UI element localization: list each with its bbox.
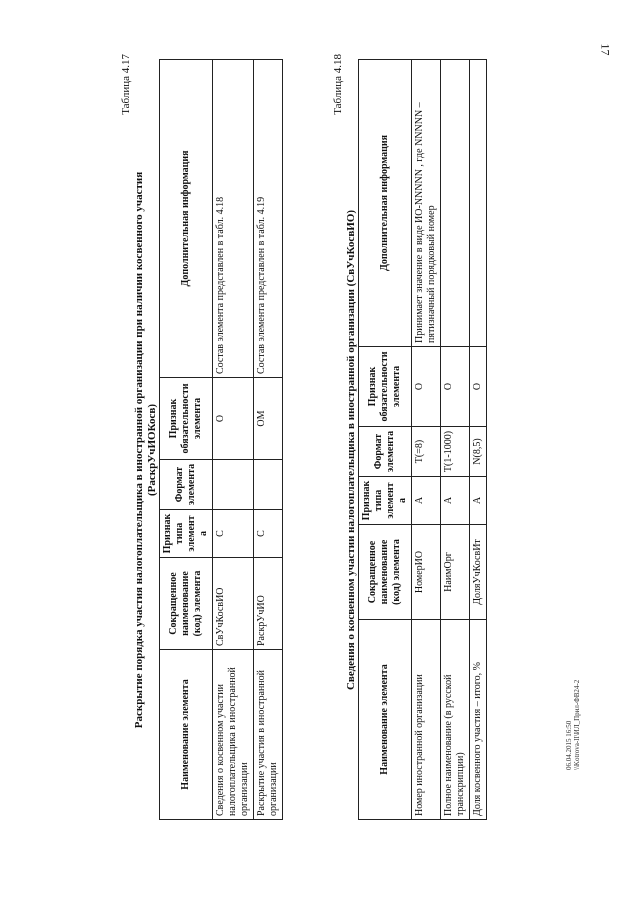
table-4-17-subtitle: (РаскрУчИОКосв) xyxy=(146,403,158,497)
table-cell: СвУчКосвИО xyxy=(213,558,254,650)
header-cell: Признак обязательности элемента xyxy=(359,347,412,427)
footer-note xyxy=(565,630,581,770)
table-cell: Т(=8) xyxy=(412,427,441,477)
table-cell xyxy=(254,460,283,510)
table-4-17-label: Таблица 4.17 xyxy=(120,54,132,115)
table-row xyxy=(412,60,441,820)
header-cell: Дополнительная информация xyxy=(160,60,213,378)
header-cell: Формат элемента xyxy=(160,460,213,510)
table-cell: А xyxy=(412,477,441,525)
table-header-row xyxy=(359,60,412,820)
table-cell: О xyxy=(470,347,487,427)
table-row xyxy=(254,60,283,820)
table-cell: НаимОрг xyxy=(441,525,470,620)
table-cell: А xyxy=(470,477,487,525)
table-cell: Сведения о косвенном участии налогоплательщика в иностранной организации xyxy=(213,650,254,820)
rotated-document xyxy=(120,50,540,850)
table-cell: О xyxy=(213,378,254,460)
table-4-18-title: Сведения о косвенном участии налогоплательщика в иностранной организации (СвУчКосвИО) xyxy=(345,209,357,691)
table-header-row xyxy=(160,60,213,820)
header-cell: Сокращенное наименование (код) элемента xyxy=(160,558,213,650)
header-cell: Формат элемента xyxy=(359,427,412,477)
table-cell: Состав элемента представлен в табл. 4.19 xyxy=(254,60,283,378)
table-cell xyxy=(470,60,487,347)
table-cell: N(8,5) xyxy=(470,427,487,477)
table-4-17-block xyxy=(120,50,283,850)
table-cell: ДоляУчКосвИт xyxy=(470,525,487,620)
header-cell: Наименование элемента xyxy=(160,650,213,820)
footer-path: \\Kotrova-II\ИЛ_Прил-ФВ24-2 xyxy=(573,679,581,770)
table-cell: РаскрУчИО xyxy=(254,558,283,650)
table-4-17-title: Раскрытие порядка участия налогоплательщика в иностранной организации при наличии косвенного участия xyxy=(133,171,145,729)
table-cell: Т(1-1000) xyxy=(441,427,470,477)
header-cell: Признак типа элемента xyxy=(359,477,412,525)
table-4-18 xyxy=(358,59,487,820)
header-cell: Признак типа элемента xyxy=(160,510,213,558)
table-cell: НомерИО xyxy=(412,525,441,620)
table-4-18-block xyxy=(332,50,487,850)
table-row xyxy=(213,60,254,820)
footer-timestamp: 06.04.2015 16:50 xyxy=(565,720,573,770)
header-cell: Наименование элемента xyxy=(359,620,412,820)
table-cell: Полное наименование (в русской транскрипции) xyxy=(441,620,470,820)
table-cell: ОМ xyxy=(254,378,283,460)
table-cell: Номер иностранной организации xyxy=(412,620,441,820)
table-4-18-label: Таблица 4.18 xyxy=(332,54,344,115)
table-row xyxy=(441,60,470,820)
table-cell: С xyxy=(254,510,283,558)
table-cell xyxy=(441,60,470,347)
header-cell: Сокращенное наименование (код) элемента xyxy=(359,525,412,620)
header-cell: Признак обязательности элемента xyxy=(160,378,213,460)
table-cell: О xyxy=(412,347,441,427)
table-cell: Доля косвенного участия – итого, % xyxy=(470,620,487,820)
table-cell xyxy=(213,460,254,510)
table-4-17 xyxy=(159,59,283,820)
table-cell: Раскрытие участия в иностранной организации xyxy=(254,650,283,820)
table-cell: А xyxy=(441,477,470,525)
header-cell: Дополнительная информация xyxy=(359,60,412,347)
table-cell: Состав элемента представлен в табл. 4.18 xyxy=(213,60,254,378)
table-row xyxy=(470,60,487,820)
table-cell: Принимает значение в виде ИО-NNNNN , где NNNNN – пятизначный порядковый номер xyxy=(412,60,441,347)
table-cell: С xyxy=(213,510,254,558)
table-cell: О xyxy=(441,347,470,427)
page-number: 17 xyxy=(598,43,613,56)
